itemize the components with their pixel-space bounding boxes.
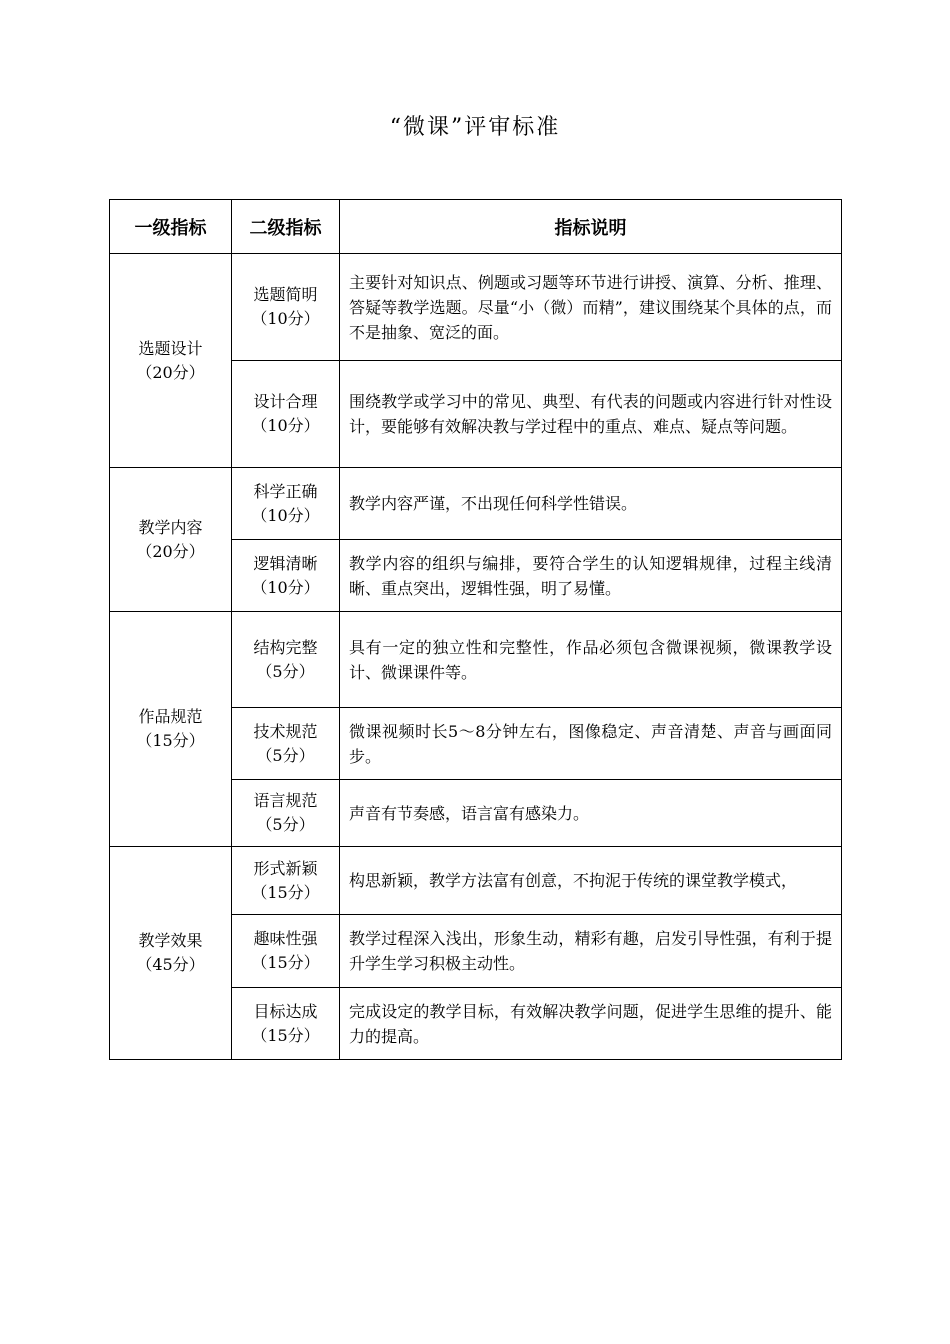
level2-name: 语言规范 <box>253 791 318 810</box>
description-cell: 教学内容严谨，不出现任何科学性错误。 <box>340 468 842 540</box>
level2-cell <box>232 915 340 988</box>
level2-score: （15分） <box>251 882 320 902</box>
level2-name: 科学正确 <box>253 481 318 501</box>
level2-score: （15分） <box>251 953 320 972</box>
header-level1: 一级指标 <box>110 200 232 254</box>
table-header-row <box>110 200 842 254</box>
description-cell: 教学内容的组织与编排，要符合学生的认知逻辑规律，过程主线清晰、重点突出，逻辑性强，明了易懂。 <box>340 540 842 612</box>
level2-name: 形式新颖 <box>253 858 318 878</box>
level2-cell <box>232 540 340 612</box>
level2-score: （5分） <box>256 745 315 765</box>
description-cell: 具有一定的独立性和完整性，作品必须包含微课视频，微课教学设计、微课课件等。 <box>340 612 842 708</box>
level2-name: 选题简明 <box>253 285 318 304</box>
level1-score: （15分） <box>136 731 205 750</box>
level1-score: （20分） <box>136 541 205 561</box>
level2-name: 趣味性强 <box>253 929 318 948</box>
level2-cell <box>232 254 340 361</box>
level2-cell <box>232 847 340 915</box>
header-description: 指标说明 <box>340 200 842 254</box>
level2-cell <box>232 780 340 847</box>
description-cell: 教学过程深入浅出，形象生动，精彩有趣，启发引导性强，有利于提升学生学习积极主动性。 <box>340 915 842 988</box>
level2-cell <box>232 988 340 1060</box>
level2-name: 逻辑清晰 <box>253 553 318 573</box>
level2-score: （15分） <box>251 1025 320 1045</box>
level2-score: （10分） <box>251 309 320 328</box>
level1-name: 选题设计 <box>138 338 203 358</box>
level2-cell <box>232 361 340 468</box>
description-cell: 微课视频时长5～8分钟左右，图像稳定、声音清楚、声音与画面同步。 <box>340 708 842 780</box>
level1-score: （20分） <box>136 362 205 382</box>
level2-score: （10分） <box>251 577 320 597</box>
level1-cell <box>110 468 232 612</box>
table-row <box>110 254 842 361</box>
level2-cell <box>232 468 340 540</box>
level2-name: 目标达成 <box>253 1001 318 1021</box>
level2-name: 结构完整 <box>253 637 318 657</box>
level1-score: （45分） <box>136 955 205 974</box>
header-level2: 二级指标 <box>232 200 340 254</box>
description-cell: 声音有节奏感，语言富有感染力。 <box>340 780 842 847</box>
level1-name: 教学效果 <box>138 931 203 950</box>
level2-score: （10分） <box>251 416 320 435</box>
level1-cell <box>110 847 232 1060</box>
description-cell: 完成设定的教学目标，有效解决教学问题，促进学生思维的提升、能力的提高。 <box>340 988 842 1060</box>
page-title: “微课”评审标准 <box>389 115 561 140</box>
level1-name: 教学内容 <box>138 517 203 537</box>
table-row <box>110 468 842 540</box>
level2-cell <box>232 708 340 780</box>
level1-cell <box>110 612 232 847</box>
level2-score: （5分） <box>256 815 315 834</box>
level2-cell <box>232 612 340 708</box>
level2-name: 设计合理 <box>253 392 318 411</box>
level1-cell <box>110 254 232 468</box>
description-cell: 围绕教学或学习中的常见、典型、有代表的问题或内容进行针对性设计，要能够有效解决教与学过程中的重点、难点、疑点等问题。 <box>340 361 842 468</box>
description-cell: 构思新颖，教学方法富有创意，不拘泥于传统的课堂教学模式， <box>340 847 842 915</box>
level2-score: （10分） <box>251 505 320 525</box>
table-row <box>110 612 842 708</box>
level2-name: 技术规范 <box>253 721 318 741</box>
criteria-table <box>109 199 842 1060</box>
level2-score: （5分） <box>256 661 315 681</box>
table-row <box>110 847 842 915</box>
level1-name: 作品规范 <box>138 707 203 726</box>
description-cell: 主要针对知识点、例题或习题等环节进行讲授、演算、分析、推理、答疑等教学选题。尽量“小（微）而精”，建议围绕某个具体的点，而不是抽象、宽泛的面。 <box>340 254 842 361</box>
